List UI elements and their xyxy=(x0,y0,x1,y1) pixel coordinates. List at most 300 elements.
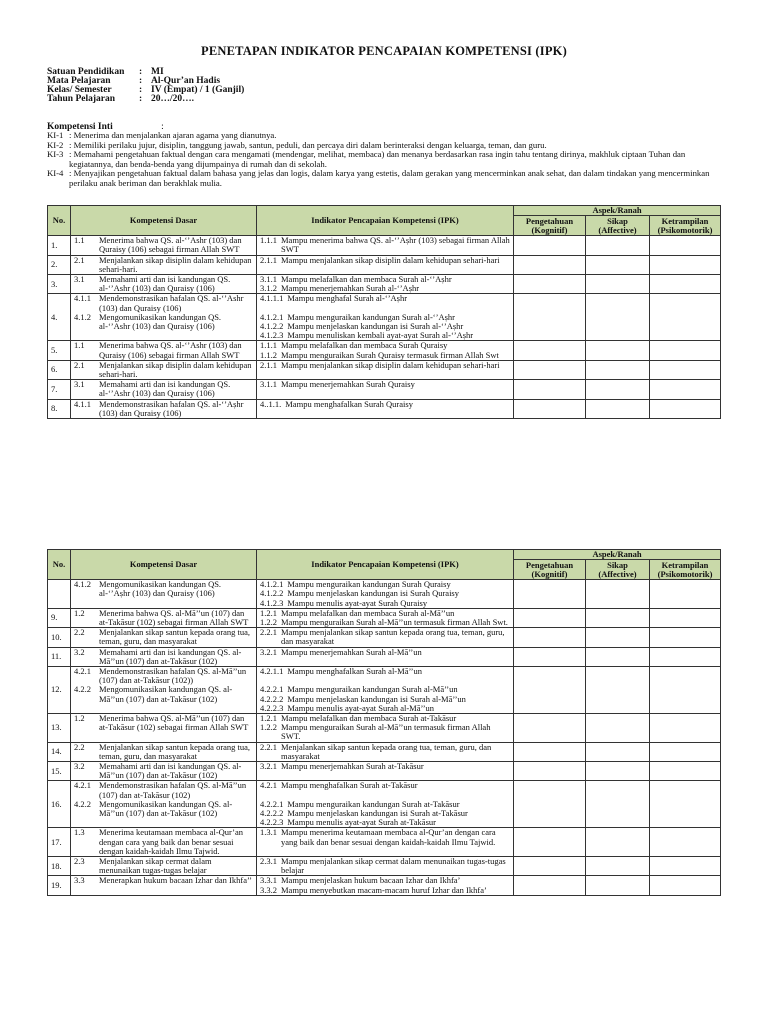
header-sikap: Sikap (Affective) xyxy=(586,216,650,236)
ipk-entry xyxy=(260,284,510,293)
row-number: 18. xyxy=(48,857,71,876)
kd-number: 2.2 xyxy=(74,627,85,638)
kd-cell xyxy=(71,275,257,294)
kd-cell xyxy=(71,742,257,761)
identity-value: 20…/20…. xyxy=(151,94,195,104)
kd-text: Memahami arti dan isi kandungan QS. al-Mā’’un (107) dan at-Takāsur (102) xyxy=(99,761,242,781)
ipk-number: 4.1.2.2 xyxy=(260,321,284,332)
ipk-entry xyxy=(260,256,510,265)
ipk-text: Mampu menguraikan kandungan Surah Quraisy xyxy=(287,579,451,590)
kd-number: 1.1 xyxy=(74,340,85,351)
ipk-text: Mampu menulis ayat-ayat Surah Quraisy xyxy=(287,597,428,608)
kd-text: Menerima bahwa QS. al-Mā’’un (107) dan at-Takāsur (102) sebagai firman Allah SWT xyxy=(99,713,249,733)
kd-cell xyxy=(71,236,257,255)
identity-label: Kelas/ Semester xyxy=(47,85,112,95)
ipk-table-2 xyxy=(47,549,721,896)
kd-entry xyxy=(74,294,253,312)
pengetahuan-cell[interactable] xyxy=(514,714,586,743)
ipk-cell xyxy=(257,742,514,761)
ipk-text: Mampu menguraikan kandungan Surah al-Mā’’un xyxy=(287,684,458,695)
row-number: 5. xyxy=(48,341,71,360)
kd-cell xyxy=(71,628,257,647)
kd-text: Memahami arti dan isi kandungan QS. al-‘’Ashr (103) dan Quraisy (106) xyxy=(99,379,231,399)
ipk-text: Mampu menghafalkan Surah at-Takāsur xyxy=(281,780,418,791)
ipk-cell xyxy=(257,781,514,828)
kd-number: 3.2 xyxy=(74,761,85,772)
sikap-cell[interactable] xyxy=(586,360,650,379)
row-number: 14. xyxy=(48,742,71,761)
pengetahuan-cell[interactable] xyxy=(514,399,586,418)
ipk-text: Mampu menjelaskan hukum bacaan Izhar dan Ikhfa’ xyxy=(281,875,461,886)
kd-entry xyxy=(74,313,253,331)
row-number: 7. xyxy=(48,380,71,399)
ipk-entry xyxy=(260,599,510,608)
kd-entry xyxy=(74,714,253,732)
row-number: 3. xyxy=(48,275,71,294)
ipk-number: 3.1.2 xyxy=(260,283,277,294)
kd-cell xyxy=(71,876,257,895)
sikap-cell[interactable] xyxy=(586,628,650,647)
ipk-text: Mampu melafalkan dan membaca Surah at-Takāsur xyxy=(281,713,457,724)
kd-number: 1.1 xyxy=(74,235,85,246)
pengetahuan-cell[interactable] xyxy=(514,294,586,341)
table-row xyxy=(48,667,721,714)
header-no: No. xyxy=(48,206,71,236)
ipk-number: 3.3.1 xyxy=(260,875,277,886)
ipk-number: 4.2.2.2 xyxy=(260,693,284,704)
ipk-entry xyxy=(260,857,510,875)
pengetahuan-cell[interactable] xyxy=(514,742,586,761)
kd-cell xyxy=(71,828,257,857)
pengetahuan-cell[interactable] xyxy=(514,608,586,627)
kd-number: 1.3 xyxy=(74,827,85,838)
ipk-table-1 xyxy=(47,205,721,419)
kd-text: Menjalankan sikap santun kepada orang tua, teman, guru, dan masyarakat xyxy=(99,742,251,761)
ipk-number: 3.1.1 xyxy=(260,274,277,285)
pengetahuan-cell[interactable] xyxy=(514,857,586,876)
ipk-text: Mampu menguraikan kandungan Surah al-‘’Aṣhr xyxy=(287,311,455,322)
sikap-cell[interactable] xyxy=(586,647,650,666)
ipk-entry xyxy=(260,400,510,409)
kd-text: Menerapkan hukum bacaan Izhar dan Ikhfa’’ xyxy=(99,875,252,886)
table-row xyxy=(48,762,721,781)
kd-cell xyxy=(71,762,257,781)
kd-entry xyxy=(74,609,253,627)
identity-label: Mata Pelajaran xyxy=(47,76,111,86)
kd-cell xyxy=(71,360,257,379)
ipk-text: Mampu menulis ayat-ayat Surah at-Takāsur xyxy=(287,817,436,828)
pengetahuan-cell[interactable] xyxy=(514,341,586,360)
keterampilan-cell[interactable] xyxy=(650,360,721,379)
kd-text: Menjalankan sikap santun kepada orang tua, teman, guru, dan masyarakat xyxy=(99,627,251,647)
ipk-cell xyxy=(257,647,514,666)
ipk-number: 4.1.2.1 xyxy=(260,579,284,590)
kd-text: Menjalankan sikap cermat dalam menunaikan tugas-tugas belajar xyxy=(99,856,212,876)
header-no: No. xyxy=(48,550,71,580)
pengetahuan-cell[interactable] xyxy=(514,667,586,714)
identity-label: Satuan Pendidikan xyxy=(47,67,125,77)
keterampilan-cell[interactable] xyxy=(650,857,721,876)
kd-entry xyxy=(74,762,253,780)
ipk-number: 3.2.1 xyxy=(260,647,277,657)
ipk-text: Mampu menyebutkan macam-macam huruf Izhar dan Ikhfa’ xyxy=(281,884,487,895)
sikap-cell[interactable] xyxy=(586,236,650,255)
pengetahuan-cell[interactable] xyxy=(514,876,586,895)
ki-text: : Memiliki perilaku jujur, disiplin, tanggung jawab, santun, peduli, dan percaya diri dalam berinteraksi dengan keluarga, teman, dan guru. xyxy=(69,139,547,150)
header-kompetensi-dasar: Kompetensi Dasar xyxy=(71,206,257,236)
table-row xyxy=(48,580,721,609)
ipk-text: Mampu menerima bahwa QS. al-‘’Aṣhr (103) sebagai firman Allah SWT xyxy=(281,235,510,255)
kd-text: Mengomunikasikan kandungan QS. al-‘’Ashr (103) dan Quraisy (106) xyxy=(99,311,222,332)
header-sikap: Sikap (Affective) xyxy=(586,560,650,580)
ipk-cell xyxy=(257,857,514,876)
row-number: 19. xyxy=(48,876,71,895)
ipk-text: Mampu melafalkan dan membaca Surah al-‘’Aṣhr xyxy=(281,274,452,285)
ipk-number: 3.2.1 xyxy=(260,761,277,772)
kd-text: Menjalankan sikap disiplin dalam kehidupan sehari-hari. xyxy=(99,360,252,380)
identity-row xyxy=(47,95,244,104)
row-number: 1. xyxy=(48,236,71,255)
row-number: 16. xyxy=(48,781,71,828)
keterampilan-cell[interactable] xyxy=(650,399,721,418)
keterampilan-cell[interactable] xyxy=(650,714,721,743)
ipk-number: 2.1.1 xyxy=(260,255,277,265)
keterampilan-cell[interactable] xyxy=(650,828,721,857)
keterampilan-cell[interactable] xyxy=(650,628,721,647)
table-row xyxy=(48,781,721,828)
ki-code: KI-3 xyxy=(47,149,64,160)
header-pengetahuan: Pengetahuan (Kognitif) xyxy=(514,560,586,580)
ipk-number: 1.2.1 xyxy=(260,713,277,724)
keterampilan-cell[interactable] xyxy=(650,781,721,828)
ipk-entry xyxy=(260,667,510,676)
table-row xyxy=(48,742,721,761)
kd-number: 4.1.2 xyxy=(74,311,91,322)
table-row xyxy=(48,255,721,274)
ki-code: KI-2 xyxy=(47,139,64,150)
ipk-number: 1.3.1 xyxy=(260,827,277,838)
header-aspek-ranah: Aspek/Ranah xyxy=(514,206,721,216)
ipk-entry xyxy=(260,648,510,657)
kd-text: Mengomunikasikan kandungan QS. al-‘’Aṣhr (103) dan Quraisy (106) xyxy=(99,579,222,599)
sikap-cell[interactable] xyxy=(586,275,650,294)
ipk-number: 4.1.2.1 xyxy=(260,311,284,322)
kd-text: Menerima bahwa QS. al-Mā’’un (107) dan at-Takāsur (102) sebagai firman Allah SWT xyxy=(99,608,249,628)
kd-cell xyxy=(71,399,257,418)
keterampilan-cell[interactable] xyxy=(650,255,721,274)
kd-entry xyxy=(74,580,253,598)
sikap-cell[interactable] xyxy=(586,667,650,714)
pengetahuan-cell[interactable] xyxy=(514,781,586,828)
ki-item xyxy=(47,169,719,188)
kd-cell xyxy=(71,647,257,666)
ki-heading-label: Kompetensi Inti xyxy=(47,122,113,132)
kd-text: Mengomunikasikan kandungan QS. al-Mā’’un (107) dan at-Takāsur (102) xyxy=(99,798,233,819)
sikap-cell[interactable] xyxy=(586,876,650,895)
sikap-cell[interactable] xyxy=(586,399,650,418)
sikap-cell[interactable] xyxy=(586,580,650,609)
keterampilan-cell[interactable] xyxy=(650,294,721,341)
kd-entry xyxy=(74,236,253,254)
row-number: 17. xyxy=(48,828,71,857)
header-ipk: Indikator Pencapaian Kompetensi (IPK) xyxy=(257,206,514,236)
keterampilan-cell[interactable] xyxy=(650,341,721,360)
keterampilan-cell[interactable] xyxy=(650,608,721,627)
sikap-cell[interactable] xyxy=(586,762,650,781)
header-ipk: Indikator Pencapaian Kompetensi (IPK) xyxy=(257,550,514,580)
kd-entry xyxy=(74,857,253,875)
header-keterampilan: Ketrampilan (Psikomotorik) xyxy=(650,560,721,580)
kd-cell xyxy=(71,857,257,876)
kd-number: 3.3 xyxy=(74,875,85,886)
ipk-entry xyxy=(260,762,510,771)
sikap-cell[interactable] xyxy=(586,742,650,761)
ipk-number: 2.3.1 xyxy=(260,856,277,867)
kd-cell xyxy=(71,714,257,743)
keterampilan-cell[interactable] xyxy=(650,580,721,609)
kd-text: Menerima keutamaan membaca al-Qur’an dengan cara yang baik dan benar sesuai dengan kaidah-kaidah Ilmu Tajwid. xyxy=(99,827,244,856)
kd-cell xyxy=(71,294,257,341)
pengetahuan-cell[interactable] xyxy=(514,580,586,609)
ipk-text: Mampu menjelaskan kandungan isi Surah al-Mā’’un xyxy=(287,693,466,704)
ipk-cell xyxy=(257,828,514,857)
header-aspek-ranah: Aspek/Ranah xyxy=(514,550,721,560)
kd-text: Menjalankan sikap disiplin dalam kehidupan sehari-hari. xyxy=(99,255,252,274)
ipk-entry xyxy=(260,294,510,303)
table-row xyxy=(48,275,721,294)
kd-entry xyxy=(74,667,253,685)
kd-text: Mendemonstrasikan hafalan QS. al-‘’Aṣhr (103) dan Quraisy (106) xyxy=(99,399,244,418)
pengetahuan-cell[interactable] xyxy=(514,828,586,857)
kd-entry xyxy=(74,256,253,274)
ki-text: : Menyajikan pengetahuan faktual dalam bahasa yang jelas dan logis, dalam karya yang estetis, dalam gerakan yang mencerminkan anak sehat, dan dalam tindakan yang mencerminkan perilaku anak beriman dan berakhlak mulia. xyxy=(69,168,710,188)
kd-number: 1.2 xyxy=(74,608,85,618)
ipk-number: 4.1.1.1 xyxy=(260,293,284,304)
ipk-cell xyxy=(257,714,514,743)
kd-text: Mendemonstrasikan hafalan QS. al-‘’Ashr (103) dan Quraisy (106) xyxy=(99,293,244,313)
kd-text: Menerima bahwa QS. al-‘’Ashr (103) dan Quraisy (106) sebagai firman Allah SWT xyxy=(99,340,242,360)
kd-cell xyxy=(71,781,257,828)
sikap-cell[interactable] xyxy=(586,857,650,876)
ipk-cell xyxy=(257,876,514,895)
sikap-cell[interactable] xyxy=(586,781,650,828)
kd-number: 2.3 xyxy=(74,856,85,867)
keterampilan-cell[interactable] xyxy=(650,762,721,781)
kd-text: Memahami arti dan isi kandungan QS. al-Mā’’un (107) dan at-Takāsur (102) xyxy=(99,647,242,666)
row-number: 8. xyxy=(48,399,71,418)
identity-separator: : xyxy=(139,67,143,77)
ipk-text: Mampu menerjemahkan Surah al-‘’Aṣhr xyxy=(281,283,420,294)
kd-number: 4.2.2 xyxy=(74,798,91,809)
keterampilan-cell[interactable] xyxy=(650,275,721,294)
sikap-cell[interactable] xyxy=(586,608,650,627)
kd-number: 3.1 xyxy=(74,379,85,390)
kd-number: 4.1.2 xyxy=(74,579,91,590)
kd-entry xyxy=(74,781,253,799)
ki-text: : Memahami pengetahuan faktual dengan cara mengamati (mendengar, melihat, membaca) dan menanya berdasarkan rasa ingin tahu tentang dirinya, makhluk ciptaan Tuhan dan kegiatannya, dan benda-benda yang dijumpainya di rumah dan di sekolah. xyxy=(69,149,686,169)
kd-number: 1.2 xyxy=(74,713,85,724)
ipk-number: 4.1.2.3 xyxy=(260,597,284,608)
ipk-cell xyxy=(257,608,514,627)
kd-cell xyxy=(71,580,257,609)
ipk-text: Mampu menjalankan sikap disiplin dalam kehidupan sehari-hari xyxy=(281,255,500,265)
kd-text: Mendemonstrasikan hafalan QS. al-Mā’’un (107) dan at-Takāsur (102)) xyxy=(99,666,247,686)
row-number: 12. xyxy=(48,667,71,714)
ki-list xyxy=(47,131,719,189)
ipk-cell xyxy=(257,275,514,294)
table-row xyxy=(48,294,721,341)
header-pengetahuan: Pengetahuan (Kognitif) xyxy=(514,216,586,236)
ipk-entry xyxy=(260,351,510,360)
kd-entry xyxy=(74,828,253,856)
ipk-cell xyxy=(257,255,514,274)
sikap-cell[interactable] xyxy=(586,828,650,857)
ipk-text: Mampu melafalkan dan membaca Surah al-Mā’’un xyxy=(281,608,455,618)
ipk-number: 1.1.1 xyxy=(260,235,277,246)
ipk-number: 4.2.2.3 xyxy=(260,702,284,713)
ipk-number: 1.2.2 xyxy=(260,722,277,733)
ipk-number: 3.1.1 xyxy=(260,379,277,390)
keterampilan-cell[interactable] xyxy=(650,742,721,761)
ki-heading-separator: : xyxy=(161,122,164,132)
ipk-text: Mampu menguraikan kandungan Surah at-Takāsur xyxy=(287,798,460,809)
ipk-entry xyxy=(260,743,510,761)
ipk-entry xyxy=(260,628,510,646)
ipk-entry xyxy=(260,828,510,846)
table-row xyxy=(48,857,721,876)
ipk-cell xyxy=(257,399,514,418)
kd-entry xyxy=(74,275,253,293)
kd-entry xyxy=(74,628,253,646)
sikap-cell[interactable] xyxy=(586,255,650,274)
ipk-text: Mampu menguraikan Surah al-Mā’’un termasuk firman Allah Swt. xyxy=(281,617,508,628)
identity-label: Tahun Pelajaran xyxy=(47,94,116,104)
keterampilan-cell[interactable] xyxy=(650,380,721,399)
sikap-cell[interactable] xyxy=(586,294,650,341)
keterampilan-cell[interactable] xyxy=(650,667,721,714)
kd-entry xyxy=(74,685,253,703)
pengetahuan-cell[interactable] xyxy=(514,762,586,781)
kd-cell xyxy=(71,608,257,627)
ki-code: KI-1 xyxy=(47,130,64,140)
row-number: 10. xyxy=(48,628,71,647)
header-kompetensi-dasar: Kompetensi Dasar xyxy=(71,550,257,580)
page-title: PENETAPAN INDIKATOR PENCAPAIAN KOMPETENSI (IPK) xyxy=(201,44,567,58)
ipk-number: 4.2.1 xyxy=(260,780,277,791)
ki-item xyxy=(47,150,719,169)
identity-block xyxy=(47,68,244,104)
table-row xyxy=(48,236,721,255)
row-number: 11. xyxy=(48,647,71,666)
ipk-number: 4.2.2.1 xyxy=(260,684,284,695)
kd-number: 4.1.1 xyxy=(74,399,91,409)
table-row xyxy=(48,608,721,627)
identity-value: MI xyxy=(151,67,164,77)
keterampilan-cell[interactable] xyxy=(650,647,721,666)
table-row xyxy=(48,828,721,857)
table-row xyxy=(48,380,721,399)
header-keterampilan: Ketrampilan (Psikomotorik) xyxy=(650,216,721,236)
kd-number: 4.2.1 xyxy=(74,666,91,677)
kd-text: Menerima bahwa QS. al-‘’Ashr (103) dan Quraisy (106) sebagai firman Allah SWT xyxy=(99,235,242,255)
table-row xyxy=(48,647,721,666)
ipk-number: 4.2.1.1 xyxy=(260,666,284,677)
kd-entry xyxy=(74,400,253,418)
kd-text: Memahami arti dan isi kandungan QS. al-‘’Ashr (103) dan Quraisy (106) xyxy=(99,274,231,294)
ipk-text: Mampu menjelaskan kandungan isi Surah al-‘’Aṣhr xyxy=(287,321,464,332)
ipk-text: Mampu menerjemahkan Surah Quraisy xyxy=(281,379,415,390)
ipk-number: 3.3.2 xyxy=(260,884,277,895)
kd-entry xyxy=(74,361,253,379)
ipk-entry xyxy=(260,886,510,895)
pengetahuan-cell[interactable] xyxy=(514,647,586,666)
keterampilan-cell[interactable] xyxy=(650,236,721,255)
ipk-entry xyxy=(260,236,510,254)
ipk-cell xyxy=(257,341,514,360)
kd-cell xyxy=(71,341,257,360)
ipk-number: 1.1.2 xyxy=(260,349,277,360)
sikap-cell[interactable] xyxy=(586,380,650,399)
ipk-text: Mampu menjalankan sikap disiplin dalam kehidupan sehari-hari xyxy=(281,360,500,370)
row-number: 2. xyxy=(48,255,71,274)
identity-value: Al-Qur’an Hadis xyxy=(151,76,221,86)
sikap-cell[interactable] xyxy=(586,714,650,743)
ipk-entry xyxy=(260,781,510,790)
ipk-text: Mampu menjelaskan kandungan isi Surah at-Takāsur xyxy=(287,808,468,819)
ipk-number: 4.2.2.2 xyxy=(260,808,284,819)
ipk-text: Mampu menguraikan Surah Quraisy termasuk firman Allah Swt xyxy=(281,349,499,360)
table-row xyxy=(48,628,721,647)
pengetahuan-cell[interactable] xyxy=(514,236,586,255)
row-number: 9. xyxy=(48,608,71,627)
pengetahuan-cell[interactable] xyxy=(514,255,586,274)
ki-code: KI-4 xyxy=(47,168,64,179)
ipk-number: 4.1.2.3 xyxy=(260,330,284,341)
ipk-cell xyxy=(257,380,514,399)
pengetahuan-cell[interactable] xyxy=(514,628,586,647)
ipk-cell xyxy=(257,667,514,714)
keterampilan-cell[interactable] xyxy=(650,876,721,895)
table-row xyxy=(48,876,721,895)
ipk-cell xyxy=(257,360,514,379)
pengetahuan-cell[interactable] xyxy=(514,275,586,294)
ipk-entry xyxy=(260,331,510,340)
identity-value: IV (Empat) / 1 (Ganjil) xyxy=(151,85,245,95)
ipk-text: Mampu menghafal Surah al-‘’Aṣhr xyxy=(287,293,408,304)
kd-number: 4.2.2 xyxy=(74,684,91,695)
ipk-number: 2.1.1 xyxy=(260,360,277,370)
table-row xyxy=(48,399,721,418)
pengetahuan-cell[interactable] xyxy=(514,380,586,399)
ipk-text: Mampu menghafalkan Surah Quraisy xyxy=(285,399,413,409)
ipk-entry xyxy=(260,818,510,827)
ipk-text: Mampu menerjemahkan Surah at-Takāsur xyxy=(281,761,424,772)
ipk-cell xyxy=(257,628,514,647)
ki-text: : Menerima dan menjalankan ajaran agama yang dianutnya. xyxy=(69,130,277,140)
pengetahuan-cell[interactable] xyxy=(514,360,586,379)
ipk-text: Mampu menjelaskan kandungan isi Surah Quraisy xyxy=(287,588,459,599)
ipk-entry xyxy=(260,361,510,370)
sikap-cell[interactable] xyxy=(586,341,650,360)
kd-cell xyxy=(71,380,257,399)
kd-number: 2.1 xyxy=(74,360,85,370)
identity-separator: : xyxy=(139,85,143,95)
kd-entry xyxy=(74,743,253,761)
table-row xyxy=(48,714,721,743)
kd-entry xyxy=(74,648,253,666)
ipk-number: 4.1.2.2 xyxy=(260,588,284,599)
table-row xyxy=(48,360,721,379)
